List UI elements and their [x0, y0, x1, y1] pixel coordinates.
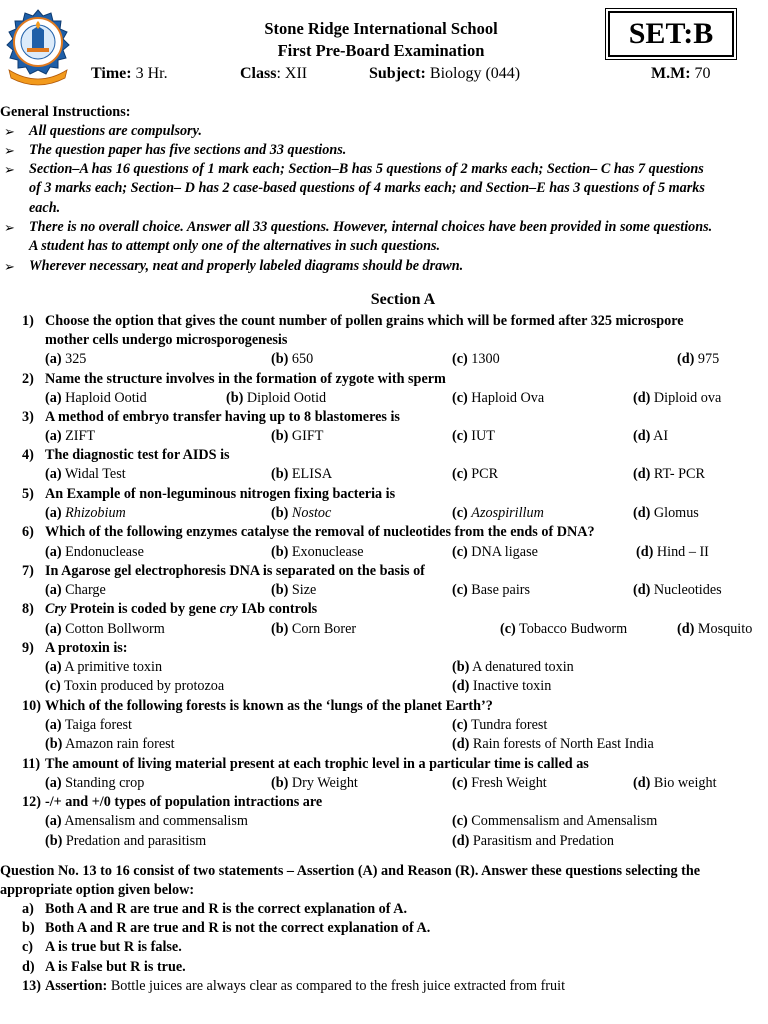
- set-label: SET:B: [608, 11, 734, 57]
- option-text: Widal Test: [64, 466, 126, 482]
- option-label: (a): [45, 659, 62, 675]
- question-number: 4): [22, 447, 34, 463]
- subject-value: Biology (044): [425, 65, 521, 82]
- option-b: [45, 735, 175, 754]
- instructions-heading: General Instructions:: [0, 104, 131, 120]
- option-label: (c): [45, 678, 61, 694]
- question-text: Choose the option that gives the count number of pollen grains which will be formed after 325 microspore: [45, 313, 684, 329]
- option-b: [45, 832, 206, 851]
- question-number: 7): [22, 563, 34, 579]
- option-text: Commensalism and Amensalism: [471, 813, 658, 829]
- option-a: [45, 543, 144, 562]
- option-text: A denatured toxin: [472, 659, 574, 675]
- option-label: (d): [633, 775, 651, 791]
- option-text: Azospirillum: [471, 505, 544, 521]
- question-number: 13): [22, 978, 41, 994]
- question-number: 3): [22, 409, 34, 425]
- option-label: (b): [271, 351, 289, 367]
- question-number: 10): [22, 698, 41, 714]
- option-label: (a): [45, 621, 62, 637]
- option-c: [452, 581, 530, 600]
- option-text: Corn Borer: [291, 621, 357, 637]
- option-text: DNA ligase: [471, 544, 538, 560]
- question-text: [45, 600, 317, 619]
- ar-option-text: Both A and R are true and R is the correct explanation of A.: [45, 901, 408, 917]
- option-text: Tundra forest: [471, 717, 548, 733]
- option-text: Rhizobium: [65, 505, 126, 521]
- class-field: [240, 64, 307, 83]
- option-label: (a): [45, 544, 62, 560]
- option-text: Hind – II: [656, 544, 709, 560]
- time-field: [91, 64, 168, 83]
- question-text: [45, 977, 565, 996]
- question-text: Name the structure involves in the formation of zygote with sperm: [45, 371, 446, 387]
- option-label: (d): [677, 621, 695, 637]
- option-d: [452, 735, 654, 754]
- option-b: [271, 581, 316, 600]
- assertion-intro: Question No. 13 to 16 consist of two statements – Assertion (A) and Reason (R). Answer these questions selecting the: [0, 863, 701, 879]
- option-label: (b): [271, 775, 289, 791]
- exam-title: First Pre-Board Examination: [277, 41, 485, 60]
- option-b: [271, 774, 358, 793]
- option-b: [271, 350, 313, 369]
- option-label: (a): [45, 428, 62, 444]
- option-text: GIFT: [291, 428, 324, 444]
- option-label: (c): [452, 582, 468, 598]
- question-number: 8): [22, 601, 34, 617]
- question-text: A method of embryo transfer having up to 8 blastomeres is: [45, 409, 400, 425]
- option-d: [636, 543, 709, 562]
- option-c: [452, 716, 547, 735]
- option-a: [45, 389, 147, 408]
- option-label: (c): [452, 717, 468, 733]
- option-d: [633, 504, 699, 523]
- question-text-part: IAb controls: [237, 601, 318, 617]
- ar-option-label: d): [22, 959, 35, 975]
- instruction-item: All questions are compulsory.: [29, 123, 202, 139]
- max-marks-field: [651, 64, 711, 83]
- option-b: [271, 427, 323, 446]
- question-text-continued: mother cells undergo microsporogenesis: [45, 332, 288, 348]
- option-label: (d): [452, 833, 470, 849]
- option-text: Exonuclease: [291, 544, 364, 560]
- option-d: [677, 350, 719, 369]
- option-text: Amensalism and commensalism: [64, 813, 248, 829]
- option-b: [226, 389, 326, 408]
- option-text: Standing crop: [65, 775, 145, 791]
- option-b: [271, 543, 364, 562]
- option-c: [452, 543, 538, 562]
- question-text: Which of the following forests is known as the ‘lungs of the planet Earth’?: [45, 698, 493, 714]
- question-text: An Example of non-leguminous nitrogen fixing bacteria is: [45, 486, 396, 502]
- option-text: Mosquito: [697, 621, 753, 637]
- option-text: Nucleotides: [653, 582, 722, 598]
- option-text: 650: [291, 351, 314, 367]
- question-number: 6): [22, 524, 34, 540]
- option-text: Parasitism and Predation: [472, 833, 614, 849]
- option-text: Taiga forest: [64, 717, 132, 733]
- ar-option-text: Both A and R are true and R is not the correct explanation of A.: [45, 920, 431, 936]
- option-c: [452, 812, 657, 831]
- assertion-text: Bottle juices are always clear as compared to the fresh juice extracted from fruit: [107, 978, 566, 994]
- arrow-bullet-icon: ➢: [4, 143, 15, 158]
- option-text: Haploid Ootid: [65, 390, 147, 406]
- option-a: [45, 716, 132, 735]
- instruction-item-continued: A student has to attempt only one of the alternatives in such questions.: [29, 238, 441, 254]
- question-text: The diagnostic test for AIDS is: [45, 447, 230, 463]
- option-text: A primitive toxin: [64, 659, 163, 675]
- option-label: (d): [633, 466, 651, 482]
- option-b: [271, 620, 356, 639]
- option-c: [452, 504, 544, 523]
- subject-label: Subject:: [369, 65, 426, 82]
- assertion-label: Assertion:: [45, 978, 108, 994]
- option-a: [45, 465, 126, 484]
- question-text: The amount of living material present at each trophic level in a particular time is called as: [45, 756, 589, 772]
- option-label: (d): [636, 544, 654, 560]
- question-text: Which of the following enzymes catalyse the removal of nucleotides from the ends of DNA?: [45, 524, 595, 540]
- ar-option-label: c): [22, 939, 34, 955]
- option-d: [633, 581, 722, 600]
- option-d: [452, 832, 614, 851]
- option-b: [271, 465, 332, 484]
- option-a: [45, 774, 144, 793]
- question-text: In Agarose gel electrophoresis DNA is separated on the basis of: [45, 563, 425, 579]
- option-text: Glomus: [653, 505, 699, 521]
- option-b: [452, 658, 574, 677]
- option-text: Base pairs: [471, 582, 531, 598]
- option-text: IUT: [471, 428, 495, 444]
- option-c: [452, 389, 544, 408]
- option-c: [452, 774, 547, 793]
- option-d: [633, 465, 705, 484]
- arrow-bullet-icon: ➢: [4, 124, 15, 139]
- option-label: (c): [452, 428, 468, 444]
- option-a: [45, 504, 126, 523]
- option-text: PCR: [471, 466, 499, 482]
- option-c: [500, 620, 627, 639]
- school-name: Stone Ridge International School: [264, 19, 498, 38]
- option-label: (a): [45, 582, 62, 598]
- option-text: Haploid Ova: [471, 390, 545, 406]
- assertion-intro-continued: appropriate option given below:: [0, 882, 195, 898]
- ar-option-text: A is true but R is false.: [45, 939, 182, 955]
- arrow-bullet-icon: ➢: [4, 220, 15, 235]
- option-c: [45, 677, 224, 696]
- option-label: (a): [45, 813, 62, 829]
- option-label: (b): [45, 736, 63, 752]
- option-text: 1300: [471, 351, 500, 367]
- instruction-item: There is no overall choice. Answer all 33 questions. However, internal choices have been provided in some questions.: [29, 219, 713, 235]
- option-a: [45, 812, 248, 831]
- option-label: (a): [45, 775, 62, 791]
- option-label: (c): [452, 813, 468, 829]
- option-label: (d): [633, 428, 651, 444]
- option-text: Tobacco Budworm: [519, 621, 628, 637]
- option-text: Dry Weight: [291, 775, 358, 791]
- option-label: (b): [452, 659, 470, 675]
- instruction-item: Wherever necessary, neat and properly labeled diagrams should be drawn.: [29, 258, 464, 274]
- arrow-bullet-icon: ➢: [4, 162, 15, 177]
- option-label: (c): [452, 505, 468, 521]
- option-label: (c): [500, 621, 516, 637]
- option-label: (a): [45, 390, 62, 406]
- option-label: (c): [452, 466, 468, 482]
- option-a: [45, 620, 165, 639]
- option-c: [452, 350, 500, 369]
- option-text: Predation and parasitism: [65, 833, 207, 849]
- option-text: Fresh Weight: [471, 775, 547, 791]
- option-text: 325: [65, 351, 87, 367]
- option-text: Toxin produced by protozoa: [64, 678, 225, 694]
- gene-italic: Cry: [45, 601, 67, 617]
- option-c: [452, 427, 495, 446]
- class-label: Class: [240, 65, 277, 82]
- option-label: (b): [45, 833, 63, 849]
- instruction-item: The question paper has five sections and 33 questions.: [29, 142, 347, 158]
- option-label: (d): [452, 678, 470, 694]
- option-text: Size: [291, 582, 317, 598]
- option-text: ELISA: [291, 466, 333, 482]
- option-text: Diploid ova: [653, 390, 722, 406]
- school-logo: [3, 8, 73, 86]
- question-text-part: Protein is coded by gene: [66, 601, 220, 617]
- option-text: Inactive toxin: [472, 678, 552, 694]
- question-text: -/+ and +/0 types of population intractions are: [45, 794, 323, 810]
- option-text: 975: [697, 351, 720, 367]
- option-label: (b): [271, 621, 289, 637]
- option-text: AI: [653, 428, 669, 444]
- section-title: Section A: [370, 291, 436, 308]
- option-label: (d): [633, 505, 651, 521]
- option-c: [452, 465, 498, 484]
- option-text: Nostoc: [291, 505, 332, 521]
- option-text: Bio weight: [653, 775, 717, 791]
- option-text: Diploid Ootid: [246, 390, 327, 406]
- gene-italic: cry: [219, 601, 238, 617]
- option-d: [677, 620, 752, 639]
- option-a: [45, 427, 95, 446]
- option-label: (d): [677, 351, 695, 367]
- option-b: [271, 504, 331, 523]
- option-text: Endonuclease: [65, 544, 144, 560]
- option-a: [45, 581, 106, 600]
- option-label: (c): [452, 390, 468, 406]
- question-number: 1): [22, 313, 34, 329]
- question-number: 12): [22, 794, 41, 810]
- subject-field: [369, 64, 520, 83]
- class-value: : XII: [276, 65, 308, 82]
- time-value: 3 Hr.: [131, 65, 168, 82]
- option-label: (c): [452, 544, 468, 560]
- option-label: (b): [271, 466, 289, 482]
- question-number: 9): [22, 640, 34, 656]
- question-number: 2): [22, 371, 34, 387]
- option-label: (b): [271, 582, 289, 598]
- option-label: (a): [45, 466, 62, 482]
- time-label: Time:: [91, 65, 132, 82]
- ar-option-label: b): [22, 920, 35, 936]
- question-text: A protoxin is:: [45, 640, 128, 656]
- option-label: (b): [226, 390, 244, 406]
- option-a: [45, 658, 162, 677]
- instruction-item-continued: of 3 marks each; Section– D has 2 case-based questions of 4 marks each; and Section–E has 3 questions of 5 marks: [29, 180, 705, 196]
- arrow-bullet-icon: ➢: [4, 259, 15, 274]
- option-d: [452, 677, 551, 696]
- option-label: (b): [271, 544, 289, 560]
- option-label: (d): [633, 582, 651, 598]
- option-label: (b): [271, 505, 289, 521]
- question-number: 5): [22, 486, 34, 502]
- ar-option-label: a): [22, 901, 34, 917]
- option-text: Rain forests of North East India: [472, 736, 654, 752]
- option-label: (d): [452, 736, 470, 752]
- option-text: Amazon rain forest: [65, 736, 175, 752]
- option-d: [633, 427, 668, 446]
- option-label: (c): [452, 351, 468, 367]
- option-label: (a): [45, 505, 62, 521]
- ar-option-text: A is False but R is true.: [45, 959, 186, 975]
- option-label: (c): [452, 775, 468, 791]
- option-label: (a): [45, 351, 62, 367]
- question-number: 11): [22, 756, 41, 772]
- instruction-item-continued: each.: [29, 200, 61, 216]
- option-text: Cotton Bollworm: [65, 621, 165, 637]
- option-text: RT- PCR: [653, 466, 705, 482]
- instruction-item: Section–A has 16 questions of 1 mark each; Section–B has 5 questions of 2 marks each; Section– C has 7 questions: [29, 161, 704, 177]
- option-text: Charge: [65, 582, 106, 598]
- option-a: [45, 350, 86, 369]
- max-marks-value: 70: [690, 65, 711, 82]
- option-d: [633, 774, 717, 793]
- option-label: (a): [45, 717, 62, 733]
- option-label: (b): [271, 428, 289, 444]
- option-text: ZIFT: [65, 428, 96, 444]
- max-marks-label: M.M:: [651, 65, 691, 82]
- option-label: (d): [633, 390, 651, 406]
- option-d: [633, 389, 721, 408]
